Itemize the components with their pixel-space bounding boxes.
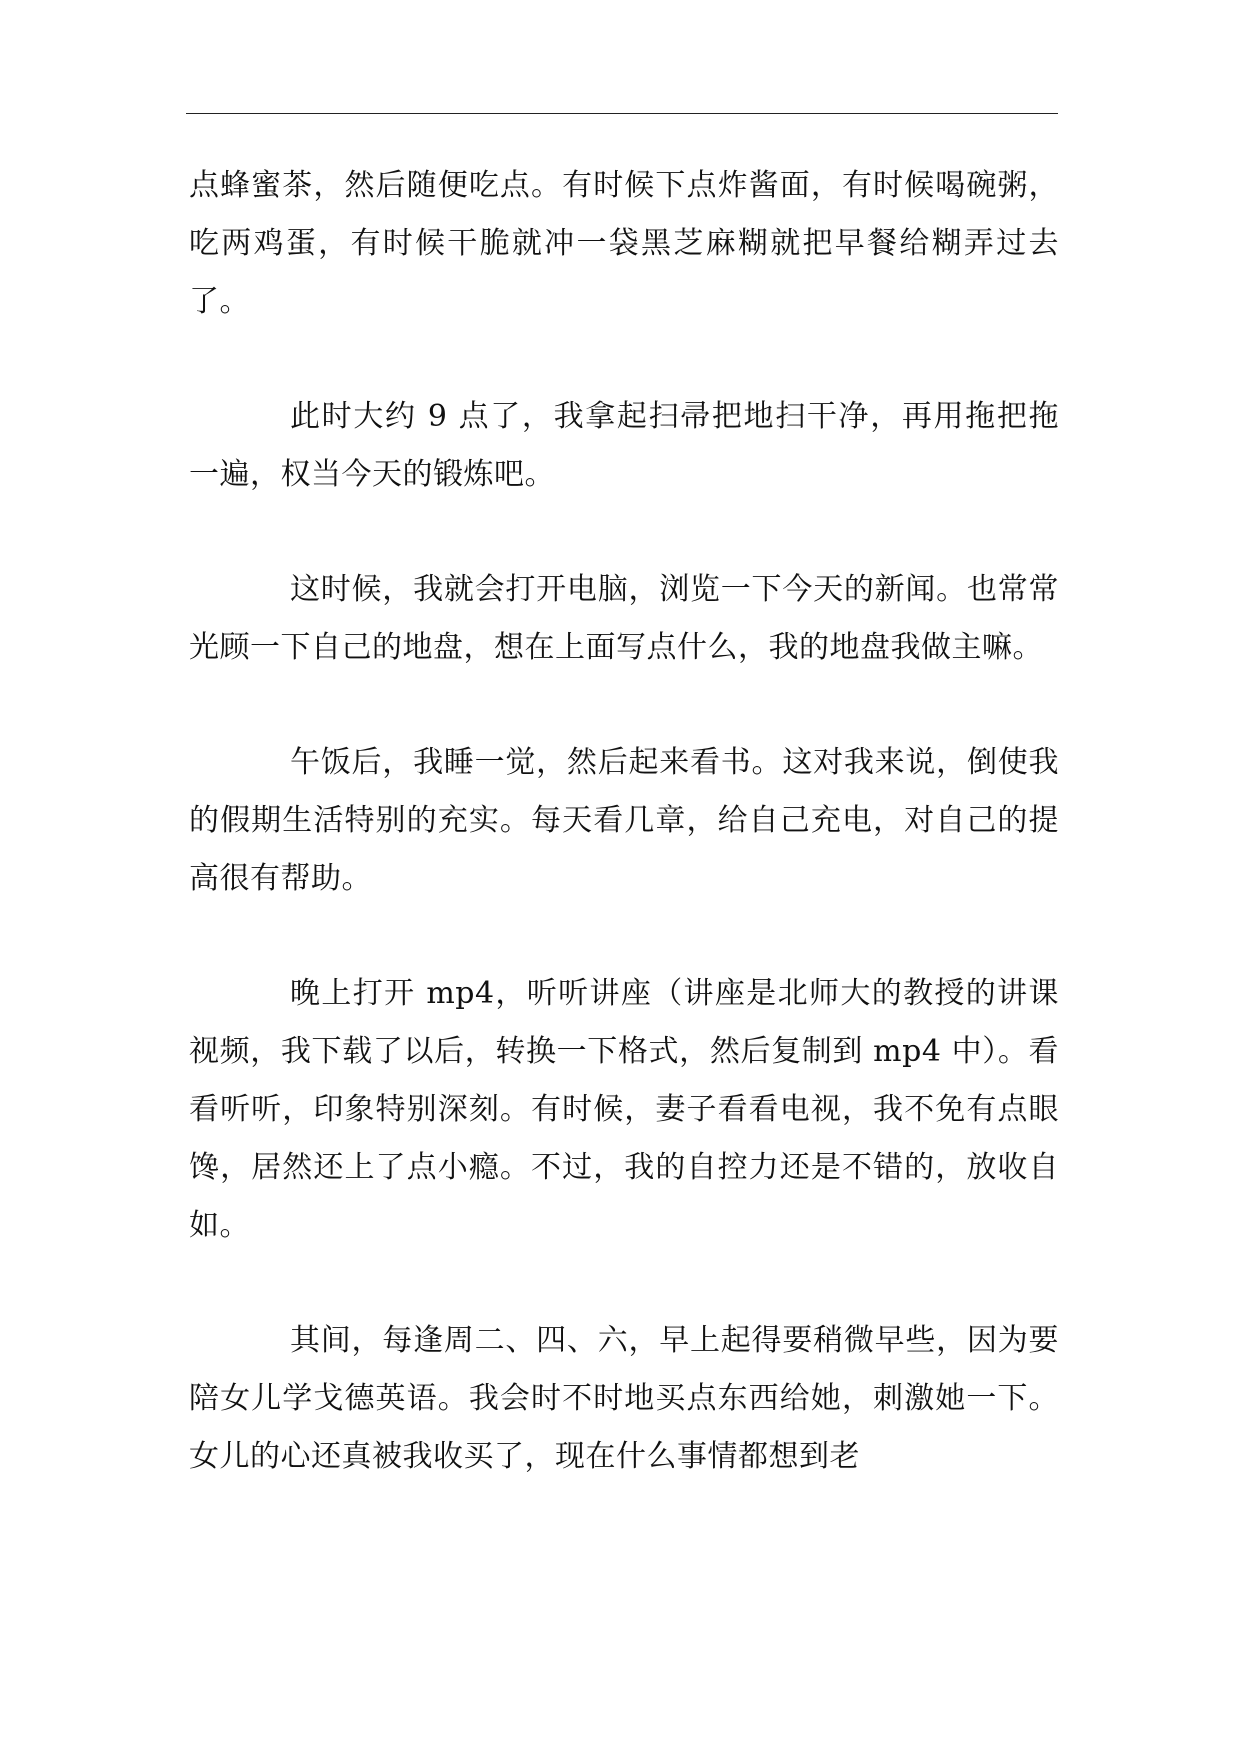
paragraph-gap [189, 908, 1059, 965]
paragraph-gap [189, 677, 1059, 734]
header-rule [186, 113, 1058, 114]
paragraph-3: 这时候，我就会打开电脑，浏览一下今天的新闻。也常常光顾一下自己的地盘，想在上面写点什么，我的地盘我做主嘛。 [189, 572, 1059, 665]
paragraph-6: 其间，每逢周二、四、六，早上起得要稍微早些，因为要陪女儿学戈德英语。我会时不时地买点东西给她，刺激她一下。女儿的心还真被我收买了，现在什么事情都想到老 [189, 1323, 1059, 1474]
paragraph-gap [189, 504, 1059, 561]
paragraph-2: 此时大约 9 点了，我拿起扫帚把地扫干净，再用拖把拖一遍，权当今天的锻炼吧。 [189, 399, 1059, 492]
paragraph-gap [189, 1255, 1059, 1312]
paragraph-5: 晚上打开 mp4，听听讲座（讲座是北师大的教授的讲课视频，我下载了以后，转换一下格式，然后复制到 mp4 中）。看看听听，印象特别深刻。有时候，妻子看看电视，我不免有点眼馋，居然还上了点小瘾。不过，我的自控力还是不错的，放收自如。 [189, 976, 1059, 1243]
paragraph-1: 点蜂蜜茶，然后随便吃点。有时候下点炸酱面，有时候喝碗粥，吃两鸡蛋，有时候干脆就冲一袋黑芝麻糊就把早餐给糊弄过去了。 [189, 168, 1059, 319]
paragraph-gap [189, 331, 1059, 388]
document-body [189, 157, 1059, 1486]
paragraph-4: 午饭后，我睡一觉，然后起来看书。这对我来说，倒使我的假期生活特别的充实。每天看几章，给自己充电，对自己的提高很有帮助。 [189, 745, 1059, 896]
